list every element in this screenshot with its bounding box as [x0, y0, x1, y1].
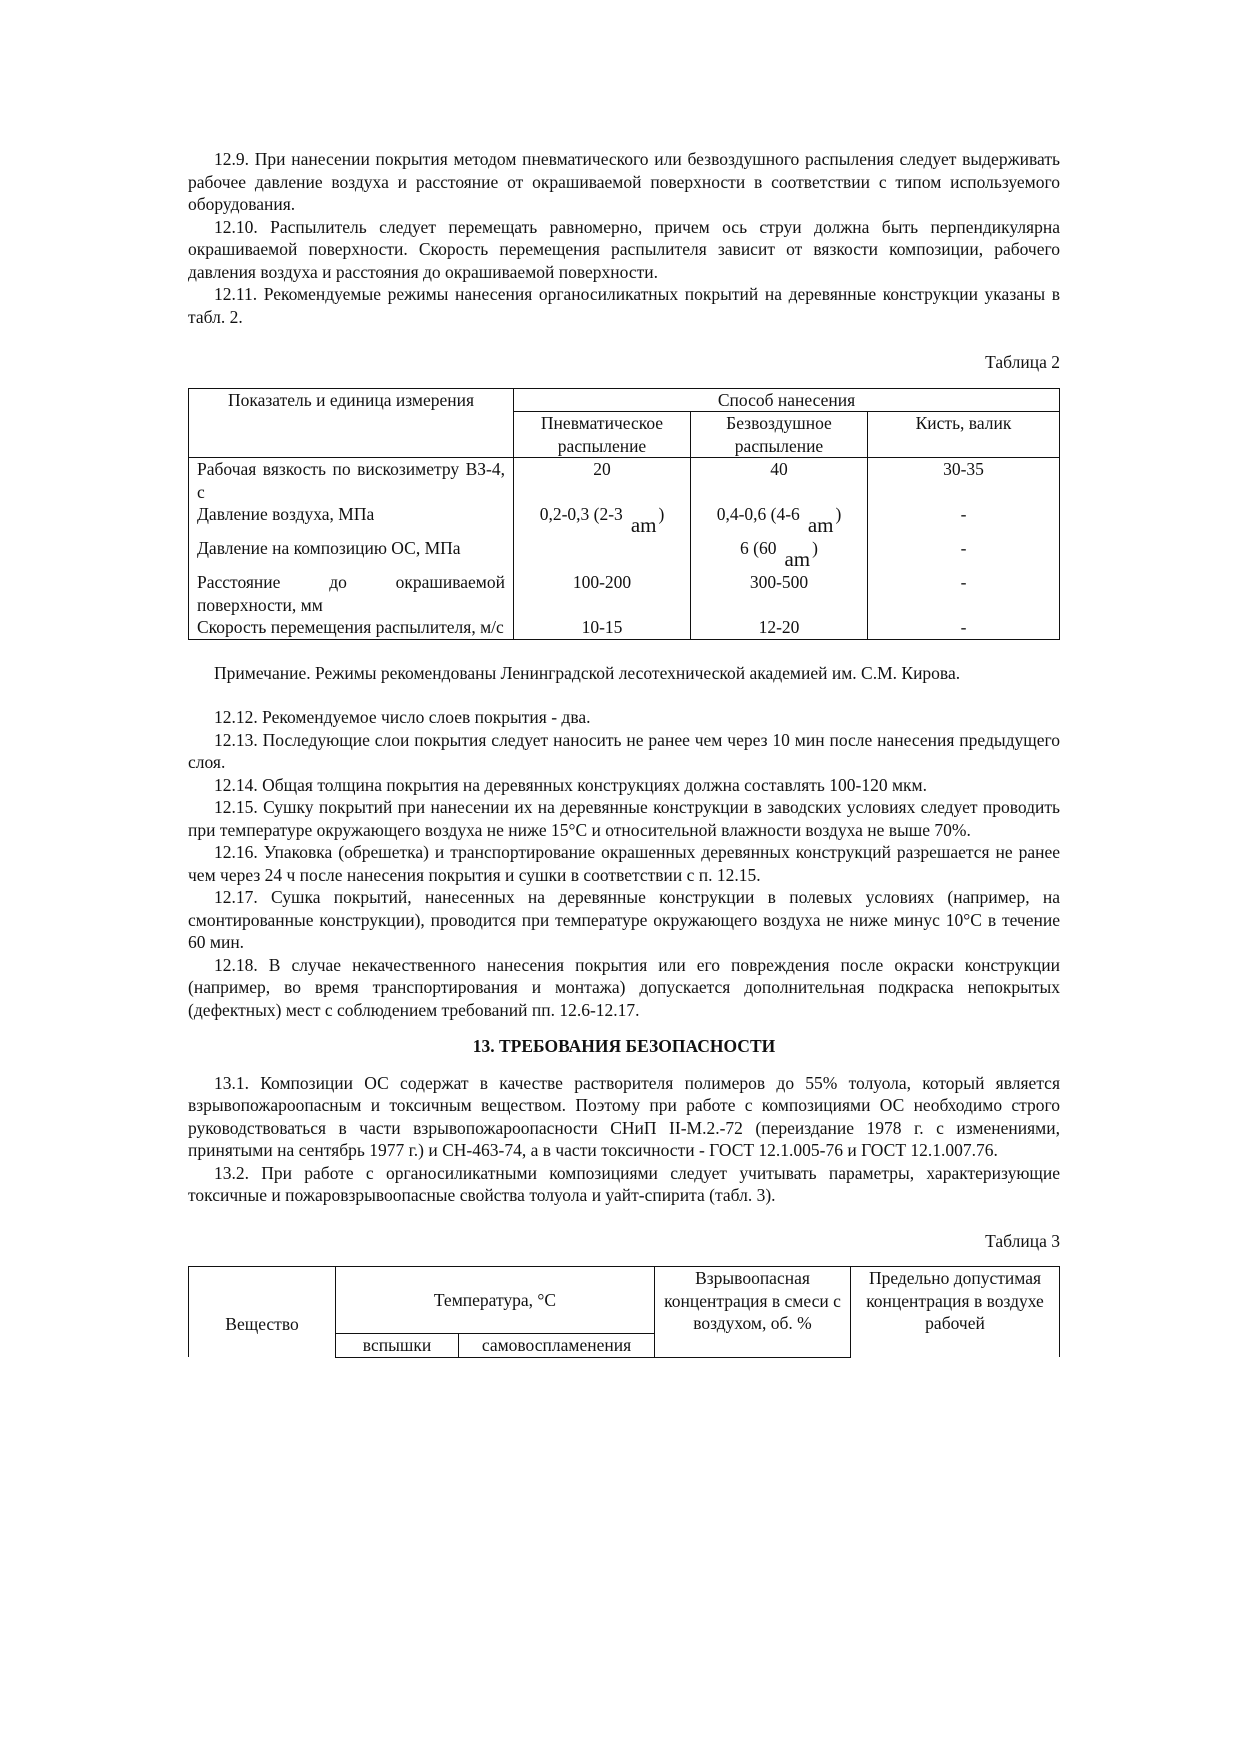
- cell-value: 0,4-0,6 (4-6: [716, 504, 800, 524]
- paragraph: 12.18. В случае некачественного нанесения покрытия или его повреждения после окраски конструкции (например, во время транспортирования и монтажа) допускается дополнительная подкраска непокрытых (дефектных) мест с соблюдением требований пп. 12.6-12.17.: [188, 954, 1060, 1020]
- table-row: [189, 458, 1060, 504]
- header-flash: вспышки: [336, 1334, 459, 1358]
- cell: 12-20: [691, 616, 868, 639]
- cell: 40: [691, 458, 868, 504]
- table-3: [188, 1266, 1060, 1358]
- paragraph: 12.9. При нанесении покрытия методом пневматического или безвоздушного распыления следует выдерживать рабочее давление воздуха и расстояние от окрашиваемой поверхности в соответствии с типом используемого оборудования.: [188, 149, 1060, 214]
- cell-param: Скорость перемещения распылителя, м/с: [189, 616, 514, 639]
- table2-caption: Таблица 2: [985, 352, 1060, 372]
- paren: ): [812, 538, 818, 558]
- cell: 100-200: [514, 571, 691, 616]
- table-row: [189, 571, 1060, 616]
- unit-am: am: [784, 547, 811, 571]
- header-temperature: Температура, °С: [336, 1267, 655, 1334]
- cell: [691, 537, 868, 571]
- cell: 30-35: [868, 458, 1060, 504]
- cell: 10-15: [514, 616, 691, 639]
- cell-value: 6 (60: [740, 538, 777, 558]
- document-body: [188, 148, 1060, 1358]
- header-airless: Безвоздушное распыление: [691, 412, 868, 458]
- paragraph: 13.1. Композиции ОС содержат в качестве растворителя полимеров до 55% толуола, который является взрывопожароопасным и токсичным веществом. Поэтому при работе с композициями ОС необходимо строго руководствоваться в части взрывопожароопасности СНиП II-М.2.-72 (переиздание 1978 г. с изменениями, принятыми на сентябрь 1977 г.) и СН-463-74, а в части токсичности - ГОСТ 12.1.005-76 и ГОСТ 12.1.007.76.: [188, 1072, 1060, 1160]
- paren: ): [658, 504, 665, 524]
- unit-am: am: [807, 513, 834, 537]
- paragraph: 12.11. Рекомендуемые режимы нанесения органосиликатных покрытий на деревянные конструкции указаны в табл. 2.: [188, 284, 1060, 327]
- cell-param: Расстояние до окрашиваемой поверхности, мм: [189, 571, 514, 616]
- paragraph: 12.12. Рекомендуемое число слоев покрытия - два.: [214, 707, 591, 727]
- header-method: Способ нанесения: [514, 388, 1060, 412]
- paragraph: 12.17. Сушка покрытий, нанесенных на деревянные конструкции в полевых условиях (например, на смонтированные конструкции), проводится при температуре окружающего воздуха не ниже минус 10°С в течение 60 мин.: [188, 887, 1060, 952]
- table-row: [189, 503, 1060, 537]
- paragraph: 12.10. Распылитель следует перемещать равномерно, причем ось струи должна быть перпендикулярна окрашиваемой поверхности. Скорость перемещения распылителя зависит от вязкости композиции, рабочего давления воздуха и расстояния до окрашиваемой поверхности.: [188, 216, 1060, 282]
- header-pneumatic: Пневматическое распыление: [514, 412, 691, 458]
- table3-caption: Таблица 3: [985, 1230, 1060, 1251]
- paragraph: 12.16. Упаковка (обрешетка) и транспортирование окрашенных деревянных конструкций разрешается не ранее чем через 24 ч после нанесения покрытия и сушки в соответствии с п. 12.15.: [188, 842, 1060, 885]
- header-substance: Вещество: [189, 1267, 336, 1358]
- cell: [691, 503, 868, 537]
- table-row: [189, 616, 1060, 639]
- unit-am: am: [630, 513, 657, 537]
- paragraph: 13.2. При работе с органосиликатными композициями следует учитывать параметры, характеризующие токсичные и пожаровзрывоопасные свойства толуола и уайт-спирита (табл. 3).: [188, 1162, 1060, 1205]
- cell: -: [868, 537, 1060, 571]
- header-explosive-conc: Взрывоопасная концентрация в смеси с воздухом, об. %: [655, 1267, 851, 1358]
- paren: ): [835, 504, 842, 524]
- header-mac: Предельно допустимая концентрация в воздухе рабочей: [851, 1267, 1060, 1358]
- cell: [514, 537, 691, 571]
- note: Примечание. Режимы рекомендованы Ленинградской лесотехнической академией им. С.М. Кирова.: [214, 662, 961, 683]
- cell: 20: [514, 458, 691, 504]
- paragraph: 12.15. Сушку покрытий при нанесении их на деревянные конструкции в заводских условиях следует проводить при температуре окружающего воздуха не ниже 15°С и относительной влажности воздуха не выше 70%.: [188, 797, 1060, 840]
- header-autoignition: самовоспламенения: [459, 1334, 655, 1358]
- table-2: [188, 388, 1060, 640]
- cell-param: Давление воздуха, МПа: [189, 503, 514, 537]
- header-brush: Кисть, валик: [868, 412, 1060, 458]
- section-title: 13. ТРЕБОВАНИЯ БЕЗОПАСНОСТИ: [472, 1036, 776, 1056]
- cell-value: 0,2-0,3 (2-3: [539, 504, 623, 524]
- cell-param: Рабочая вязкость по вискозиметру ВЗ-4, с: [189, 458, 514, 504]
- header-param: Показатель и единица измерения: [189, 388, 514, 458]
- cell: [514, 503, 691, 537]
- paragraph: 12.14. Общая толщина покрытия на деревянных конструкциях должна составлять 100-120 мкм.: [214, 774, 927, 795]
- cell: -: [868, 616, 1060, 639]
- cell: -: [868, 571, 1060, 616]
- cell: -: [868, 503, 1060, 537]
- table-row: [189, 537, 1060, 571]
- paragraph: 12.13. Последующие слои покрытия следует наносить не ранее чем через 10 мин после нанесения предыдущего слоя.: [188, 729, 1060, 772]
- cell: 300-500: [691, 571, 868, 616]
- cell-param: Давление на композицию ОС, МПа: [189, 537, 514, 571]
